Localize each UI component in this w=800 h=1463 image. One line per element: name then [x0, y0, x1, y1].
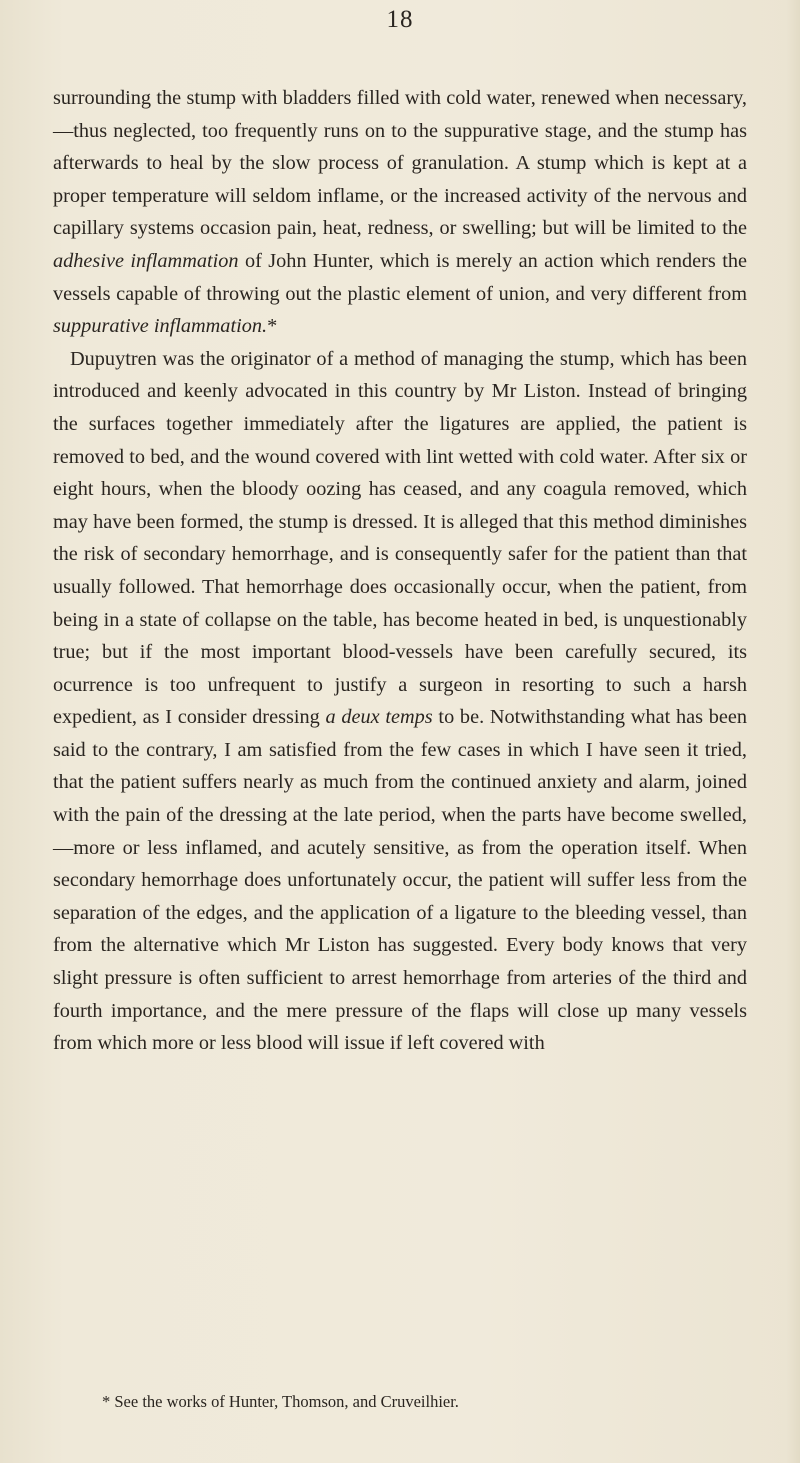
paragraph-2-text-b: to be. Notwithstanding what has been said to the contrary, I am satisfied from the few cases in which I have seen it tried, that the patient suffers nearly as much from the continued anxiety and alarm, joined with the pain of the dressing at the late period, when the parts have become swelled,—more or less inflamed, and acutely sensitive, as from the operation itself. When secondary hemorrhage does unfortunately occur, the patient will suffer less from the separation of the edges, and the application of a ligature to the bleeding vessel, than from the alternative which Mr Liston has suggested. Every body knows that very slight pressure is often sufficient to arrest hemorrhage from arteries of the third and fourth importance, and the mere pressure of the flaps will close up many vessels from which more or less blood will issue if left covered with	[53, 706, 747, 1055]
page-edge-shadow	[786, 0, 800, 1463]
term-a-deux-temps: a deux temps	[325, 706, 433, 729]
paragraph-1-text-b: of John Hunter, which is merely an action which renders the vessels capable of throwing out the plastic element of union, and very different from	[53, 249, 747, 305]
term-adhesive-inflammation: adhesive inflammation	[53, 249, 239, 272]
footnote-text: See the works of Hunter, Thomson, and Cruveilhier.	[114, 1392, 459, 1411]
paragraph-2-text-a: Dupuytren was the originator of a method of managing the stump, which has been introduced and keenly advocated in this country by Mr Liston. Instead of bringing the surfaces together immediately after the ligatures are applied, the patient is removed to bed, and the wound covered with lint wetted with cold water. After six or eight hours, when the bloody oozing has ceased, and any coagula removed, which may have been formed, the stump is dressed. It is alleged that this method diminishes the risk of secondary hemorrhage, and is consequently safer for the patient than that usually followed. That hemorrhage does occasionally occur, when the patient, from being in a state of collapse on the table, has become heated in bed, is unquestionably true; but if the most important blood-vessels have been carefully secured, its ocurrence is too unfrequent to justify a surgeon in resorting to such a harsh expedient, as I consider dressing	[53, 347, 747, 729]
page-number: 18	[386, 6, 414, 33]
body-text	[53, 82, 747, 1060]
footnote-reference: *	[267, 315, 278, 338]
term-suppurative-inflammation: suppurative inflammation.	[53, 315, 268, 338]
paragraph-1	[53, 82, 747, 343]
paragraph-2	[53, 343, 747, 1060]
footnote-marker: *	[102, 1392, 111, 1411]
paragraph-1-text-a: surrounding the stump with bladders filled with cold water, renewed when necessary,—thus neglected, too frequently runs on to the suppurative stage, and the stump has afterwards to heal by the slow process of granulation. A stump which is kept at a proper temperature will seldom inflame, or the increased activity of the nervous and capillary systems occasion pain, heat, redness, or swelling; but will be limited to the	[53, 87, 747, 240]
footnote	[102, 1392, 762, 1412]
